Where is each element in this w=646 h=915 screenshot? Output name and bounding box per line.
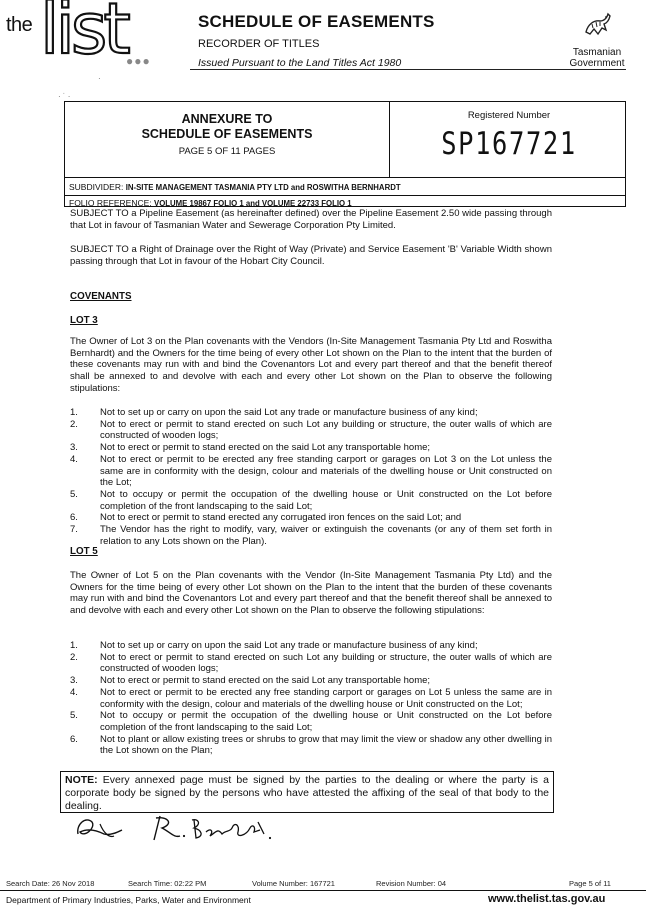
document-title: SCHEDULE OF EASEMENTS <box>198 12 435 31</box>
search-date: Search Date: 26 Nov 2018 <box>6 879 95 888</box>
lot3-heading: LOT 3 <box>70 315 98 326</box>
subdivider-label: SUBDIVIDER: <box>69 182 126 192</box>
scan-speck: · ˙ · <box>58 92 71 101</box>
lot3-stipulations <box>70 407 552 547</box>
list-item: 1. Not to set up or carry on upon the said Lot any trade or manufacture business of any kind; <box>70 640 478 651</box>
page-info: PAGE 5 OF 11 PAGES <box>178 146 276 157</box>
lot5-intro: The Owner of Lot 5 on the Plan covenants with the Vendor (In-Site Management Tasmania Pty Ltd) and the Owners for the time being of every other Lot shown on the Plan to the intent that the burden of these covenants may run with and bind the Covenantors Lot and every part thereof and that the benefit thereof shall be annexed to and devolve with each and every other Lot shown on the Plan to observe the following stipulations: <box>70 570 552 617</box>
registered-number-label: Registered Number <box>467 110 551 121</box>
handwritten-signatures <box>70 810 320 846</box>
list-item: 3. Not to erect or permit to stand erected on the said Lot any transportable home; <box>70 675 431 687</box>
volume-number: Volume Number: 167721 <box>252 879 335 888</box>
search-time: Search Time: 02:22 PM <box>128 879 207 888</box>
scan-speck: · <box>98 74 101 83</box>
list-item: 3. Not to erect or permit to stand erected on the said Lot any transportable home; <box>70 442 431 454</box>
folio-label: FOLIO REFERENCE: <box>69 198 155 208</box>
list-item: 1. Not to set up or carry on upon the said Lot any trade or manufacture business of any kind; <box>70 407 478 418</box>
footer-rule <box>0 890 646 891</box>
gov-line-government: Government <box>569 58 625 69</box>
tasmanian-government-logo <box>558 10 636 69</box>
thelist-logo <box>6 0 156 70</box>
logo-list-text: list <box>40 0 127 70</box>
list-item: 6. Not to erect or permit to stand erected any corrugated iron fences on the said Lot; and <box>70 512 462 524</box>
list-item: 4. Not to erect or permit to be erected any free standing carport or garages on Lot 5 unless the same are in conformity with the design, colour and materials of the dwelling house or Unit constructed on the Lot; <box>70 686 552 710</box>
department-name: Department of Primary Industries, Parks, Water and Environment <box>6 895 251 905</box>
tasmanian-tiger-icon <box>580 10 614 42</box>
list-item: 5. Not to occupy or permit the occupation of the dwelling house or Unit constructed on the Lot before completion of the front landscaping to the said Lot; <box>70 488 552 512</box>
gov-line-tasmanian: Tasmanian <box>572 47 622 58</box>
page-number: Page 5 of 11 <box>569 879 611 888</box>
registered-number: SP167721 <box>441 126 577 162</box>
lot5-stipulations <box>70 640 552 757</box>
box-divider <box>65 195 625 196</box>
note-label: NOTE: <box>65 774 98 786</box>
box-divider <box>65 177 625 178</box>
list-item: 6. Not to plant or allow existing trees or shrubs to grow that may limit the view or shadow any other dwelling in the Lot shown on the Plan; <box>70 733 552 757</box>
list-item: 4. Not to erect or permit to be erected any free standing carport or garages on Lot 3 on the Lot unless the same are in conformity with the design, colour and materials of the dwelling house or Unit constructed on the Lot; <box>70 453 552 489</box>
drainage-paragraph: SUBJECT TO a Right of Drainage over the Right of Way (Private) and Service Easement 'B' Variable Width shown passing through that Lot in favour of the Hobart City Council. <box>70 244 552 267</box>
thelist-url: www.thelist.tas.gov.au <box>488 893 606 905</box>
recorder-of-titles: RECORDER OF TITLES <box>198 38 320 50</box>
note-text: Every annexed page must be signed by the parties to the dealing or where the party is a corporate body be signed by the persons who have attested the affixing of the seal of that body to the dealing. <box>65 774 549 812</box>
lot5-heading: LOT 5 <box>70 546 98 557</box>
logo-the-text: the <box>6 14 33 36</box>
logo-dots: ●●● <box>126 54 151 68</box>
pipeline-easement-paragraph: SUBJECT TO a Pipeline Easement (as hereinafter defined) over the Pipeline Easement 2.50 wide passing through that Lot in favour of Tasmanian Water and Sewerage Corporation Pty Limited. <box>70 208 552 231</box>
folio-reference-line <box>69 198 352 208</box>
signing-note <box>60 771 554 813</box>
subdivider-line <box>69 182 401 192</box>
revision-number: Revision Number: 04 <box>376 879 447 888</box>
issued-pursuant: Issued Pursuant to the Land Titles Act 1980 <box>198 57 402 69</box>
lot3-intro: The Owner of Lot 3 on the Plan covenants with the Vendors (In-Site Management Tasmania Pty Ltd and Roswitha Bernhardt) and the Owners for the time being of every other Lot shown on the Plan to the intent that the burden of these covenants may run with and bind the Covenantors Lot and every part thereof and that the benefit thereof shall be annexed to and devolve with each and every other Lot shown on the Plan to observe the following stipulations: <box>70 336 552 394</box>
list-item: 7. The Vendor has the right to modify, vary, waiver or extinguish the covenants (or any of them set forth in relation to any Lots shown on the Plan). <box>70 524 552 547</box>
annexure-heading-line1: ANNEXURE TO <box>181 112 273 126</box>
list-item: 2. Not to erect or permit to stand erected on such Lot any building or structure, the outer walls of which are constructed of wooden logs; <box>70 418 552 442</box>
list-item: 5. Not to occupy or permit the occupation of the dwelling house or Unit constructed on the Lot before completion of the front landscaping to the said Lot; <box>70 710 552 733</box>
subdivider-value: IN-SITE MANAGEMENT TASMANIA PTY LTD and ROSWITHA BERNHARDT <box>125 183 401 192</box>
folio-value: VOLUME 19867 FOLIO 1 and VOLUME 22733 FOLIO 1 <box>154 199 352 208</box>
header-rule <box>190 69 626 70</box>
annexure-box <box>64 101 626 207</box>
list-item: 2. Not to erect or permit to stand erected on such Lot any building or structure, the outer walls of which are constructed of wooden logs; <box>70 651 552 675</box>
annexure-heading <box>65 112 389 142</box>
covenants-heading: COVENANTS <box>70 291 132 302</box>
annexure-heading-line2: SCHEDULE OF EASEMENTS <box>141 127 313 141</box>
